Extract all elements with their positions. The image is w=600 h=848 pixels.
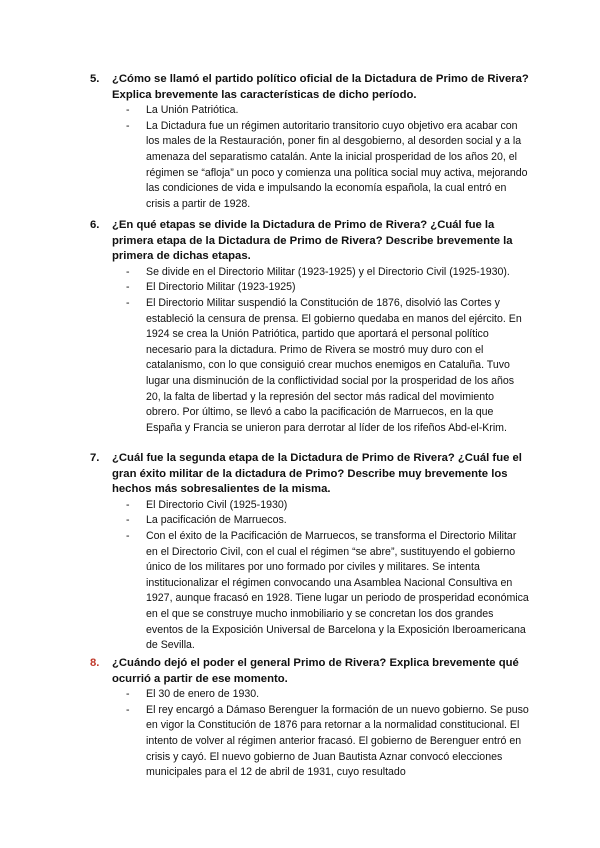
answer-list <box>90 687 530 781</box>
answer-text: El Directorio Militar suspendió la Constitución de 1876, disolvió las Cortes y estableció la censura de prensa. El gobierno quedaba en manos del ejército. En 1924 se crea la Unión Patriótica, partido que aportará el personal político necesario para la dictadura. Primo de Rivera se mostró muy duro con el catalanismo, con lo que consiguió crear muchos enemigos en Cataluña. Tuvo lugar una disminución de la conflictividad social por la prosperidad de los años 20, la falta de libertad y la represión del sector más radical del movimiento obrero. Por último, se llevó a cabo la pacificación de Marruecos, en la que España y Francia se unieron para derrotar al líder de los rifeños Abd-el-Krim. <box>146 296 522 434</box>
question-text: ¿Cuál fue la segunda etapa de la Dictadura de Primo de Rivera? ¿Cuál fue el gran éxito militar de la dictadura de Primo? Describe muy brevemente los hechos más sobresalientes de la misma. <box>112 452 522 496</box>
answer-item: - El 30 de enero de 1930. <box>126 688 260 701</box>
question-heading <box>90 218 530 265</box>
answer-list <box>90 498 530 654</box>
answer-item: - El Directorio Militar (1923-1925) <box>126 281 296 294</box>
question-5 <box>90 72 530 212</box>
question-number: 8. <box>90 657 100 669</box>
answer-item: - El Directorio Civil (1925-1930) <box>126 498 288 511</box>
question-text: ¿Cuándo dejó el poder el general Primo de Rivera? Explica brevemente qué ocurrió a partir de ese momento. <box>112 657 519 685</box>
question-number: 7. <box>90 452 100 464</box>
question-text: ¿En qué etapas se divide la Dictadura de Primo de Rivera? ¿Cuál fue la primera etapa de la Dictadura de Primo de Rivera? Describe brevemente la primera de dichas etapas. <box>112 219 513 263</box>
question-text: ¿Cómo se llamó el partido político oficial de la Dictadura de Primo de Rivera? Explica brevemente las características de dicho período. <box>112 73 529 101</box>
answer-text: Con el éxito de la Pacificación de Marruecos, se transforma el Directorio Militar en el Directorio Civil, con el cual el régimen “se abre”, sustituyendo el gobierno único de los militares por uno formado por civiles y militares. Se intenta institucionalizar el régimen convocando una Asamblea Nacional Consultiva en 1927, aunque fracasó en 1928. Tiene lugar un periodo de prosperidad económica en el que se construye mucho inmobiliario y se concretan los dos grandes eventos de la Exposición Universal de Barcelona y la Exposición Iberoamericana de Sevilla. <box>146 529 529 652</box>
answer-text: El 30 de enero de 1930. <box>146 688 260 701</box>
answer-item: - El Directorio Militar suspendió la Constitución de 1876, disolvió las Cortes y estableció la censura de prensa. El gobierno quedaba en manos del ejército. En 1924 se crea la Unión Patriótica, partido que aportará el personal político necesario para la dictadura. Primo de Rivera se mostró muy duro con el catalanismo, con lo que consiguió crear muchos enemigos en Cataluña. Tuvo lugar una disminución de la conflictividad social por la prosperidad de los años 20, la falta de libertad y la represión del sector más radical del movimiento obrero. Por último, se llevó a cabo la pacificación de Marruecos, en la que España y Francia se unieron para derrotar al líder de los rifeños Abd-el-Krim. <box>126 296 522 434</box>
answer-item: - La Dictadura fue un régimen autoritario transitorio cuyo objetivo era acabar con los males de la Restauración, poner fin al desgobierno, al desorden social y a la amenaza del separatismo catalán. Ante la inicial prosperidad de los años 20, el régimen se “afloja” un poco y comienza una política social muy activa, mejorando las condiciones de vida e impulsando la economía española, la cual entró en crisis a partir de 1928. <box>126 119 528 210</box>
answer-list <box>90 103 530 212</box>
answer-text: El rey encargó a Dámaso Berenguer la formación de un nuevo gobierno. Se puso en vigor la Constitución de 1876 para retornar a la normalidad constitucional. El intento de volver al régimen anterior fracasó. El gobierno de Berenguer entró en crisis y cayó. El nuevo gobierno de Juan Bautista Aznar convocó elecciones municipales para el 12 de abril de 1931, cuyo resultado <box>146 703 529 779</box>
answer-text: El Directorio Civil (1925-1930) <box>146 498 288 511</box>
question-6 <box>90 218 530 436</box>
answer-item: - Con el éxito de la Pacificación de Marruecos, se transforma el Directorio Militar en el Directorio Civil, con el cual el régimen “se abre”, sustituyendo el gobierno único de los militares por uno formado por civiles y militares. Se intenta institucionalizar el régimen convocando una Asamblea Nacional Consultiva en 1927, aunque fracasó en 1928. Tiene lugar un periodo de prosperidad económica en el que se construye mucho inmobiliario y se concretan los dos grandes eventos de la Exposición Universal de Barcelona y la Exposición Iberoamericana de Sevilla. <box>126 529 529 652</box>
answer-text: El Directorio Militar (1923-1925) <box>146 281 296 294</box>
answer-text: La Unión Patriótica. <box>146 104 239 117</box>
question-number: 6. <box>90 219 100 231</box>
question-heading <box>90 451 530 498</box>
answer-item: - La pacificación de Marruecos. <box>126 514 287 527</box>
answer-text: Se divide en el Directorio Militar (1923-1925) y el Directorio Civil (1925-1930). <box>146 265 510 278</box>
question-number: 5. <box>90 73 100 85</box>
question-heading <box>90 656 530 687</box>
answer-item: - El rey encargó a Dámaso Berenguer la formación de un nuevo gobierno. Se puso en vigor la Constitución de 1876 para retornar a la normalidad constitucional. El intento de volver al régimen anterior fracasó. El gobierno de Berenguer entró en crisis y cayó. El nuevo gobierno de Juan Bautista Aznar convocó elecciones municipales para el 12 de abril de 1931, cuyo resultado <box>126 703 529 779</box>
answer-item: - La Unión Patriótica. <box>126 104 239 117</box>
question-heading <box>90 72 530 103</box>
answer-text: La Dictadura fue un régimen autoritario transitorio cuyo objetivo era acabar con los males de la Restauración, poner fin al desgobierno, al desorden social y a la amenaza del separatismo catalán. Ante la inicial prosperidad de los años 20, el régimen se “afloja” un poco y comienza una política social muy activa, mejorando las condiciones de vida e impulsando la economía española, la cual entró en crisis a partir de 1928. <box>146 119 528 210</box>
question-7 <box>90 451 530 654</box>
answer-item: - Se divide en el Directorio Militar (1923-1925) y el Directorio Civil (1925-1930). <box>126 265 510 278</box>
question-8 <box>90 656 530 781</box>
answer-list <box>90 265 530 437</box>
answer-text: La pacificación de Marruecos. <box>146 514 287 527</box>
